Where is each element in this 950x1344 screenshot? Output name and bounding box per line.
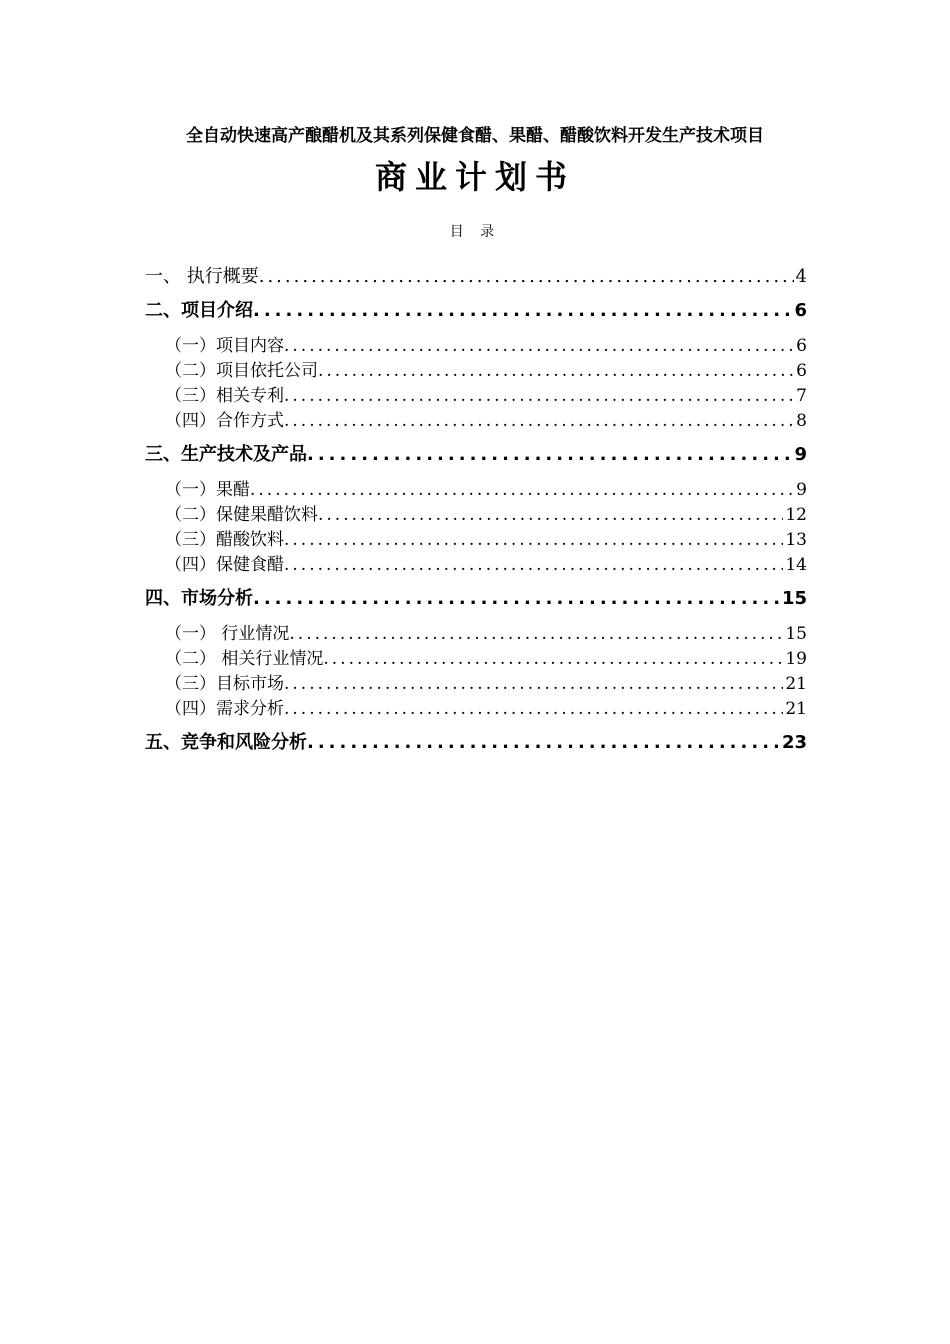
toc-entry-project-intro[interactable] (145, 298, 807, 324)
toc-page-number: 9 (796, 480, 807, 500)
toc-leader (253, 298, 792, 324)
toc-leader (318, 359, 794, 383)
toc-entry-label: 二、项目介绍 (145, 300, 253, 321)
toc-leader (307, 442, 792, 468)
toc-entry-related-industry[interactable] (145, 647, 807, 671)
toc-entry-label: （一）项目内容 (165, 336, 284, 356)
toc-leader (284, 697, 783, 721)
toc-page-number: 13 (785, 530, 807, 550)
toc-leader (284, 384, 794, 408)
toc-leader (253, 586, 780, 612)
toc-page-number: 19 (785, 649, 807, 669)
toc-leader (284, 672, 783, 696)
toc-leader (284, 553, 783, 577)
toc-leader (318, 503, 783, 527)
toc-entry-label: 一、 执行概要 (145, 266, 259, 287)
toc-page-number: 21 (785, 674, 807, 694)
document-subtitle: 全自动快速高产酿醋机及其系列保健食醋、果醋、醋酸饮料开发生产技术项目 (186, 126, 764, 146)
toc-entry-executive-summary[interactable] (145, 264, 807, 290)
toc-entry-health-fruit-vinegar-drink[interactable] (145, 503, 807, 527)
toc-leader (307, 730, 780, 756)
toc-page-number: 6 (796, 336, 807, 356)
toc-entry-label: （三）目标市场 (165, 674, 284, 694)
toc-entry-label: （三）相关专利 (165, 386, 284, 406)
toc-page-number: 12 (785, 505, 807, 525)
toc-entry-patents[interactable] (145, 384, 807, 408)
toc-leader (289, 622, 783, 646)
toc-leader (250, 478, 794, 502)
toc-entry-label: 三、生产技术及产品 (145, 444, 307, 465)
toc-page-number: 6 (794, 300, 807, 321)
toc-page-number: 8 (796, 411, 807, 431)
toc-page-number: 4 (795, 266, 807, 287)
toc-page-number: 14 (785, 555, 807, 575)
toc-entry-label: （二） 相关行业情况 (165, 649, 324, 669)
toc-entry-label: （一） 行业情况 (165, 624, 290, 644)
toc-entry-acetic-drink[interactable] (145, 528, 807, 552)
toc-leader (284, 528, 783, 552)
toc-entry-label: （二）保健果醋饮料 (165, 505, 318, 525)
toc-heading: 目 录 (449, 224, 501, 240)
toc-leader (323, 647, 783, 671)
toc-entry-market-analysis[interactable] (145, 586, 807, 612)
toc-entry-label: （二）项目依托公司 (165, 361, 318, 381)
toc-page-number: 15 (781, 588, 807, 609)
toc-entry-project-company[interactable] (145, 359, 807, 383)
toc-entry-project-content[interactable] (145, 334, 807, 358)
toc-entry-label: （四）保健食醋 (165, 555, 284, 575)
toc-entry-health-vinegar[interactable] (145, 553, 807, 577)
toc-page-number: 21 (785, 699, 807, 719)
toc-page-number: 23 (781, 732, 807, 753)
toc-entry-fruit-vinegar[interactable] (145, 478, 807, 502)
toc-entry-production[interactable] (145, 442, 807, 468)
toc-entry-demand[interactable] (145, 697, 807, 721)
toc-entry-label: （一）果醋 (165, 480, 250, 500)
toc-page-number: 6 (796, 361, 807, 381)
toc-entry-label: 四、市场分析 (145, 588, 253, 609)
toc-leader (284, 334, 794, 358)
toc-leader (259, 264, 794, 290)
toc-entry-label: （四）需求分析 (165, 699, 284, 719)
toc-page-number: 7 (796, 386, 807, 406)
toc-entry-label: 五、竞争和风险分析 (145, 732, 307, 753)
toc-leader (284, 409, 794, 433)
toc-entry-cooperation[interactable] (145, 409, 807, 433)
toc-page-number: 15 (785, 624, 807, 644)
toc-entry-competition-risk[interactable] (145, 730, 807, 756)
toc-page-number: 9 (794, 444, 807, 465)
document-title: 商业计划书 (374, 158, 575, 196)
toc-entry-target-market[interactable] (145, 672, 807, 696)
toc-entry-industry[interactable] (145, 622, 807, 646)
toc-entry-label: （四）合作方式 (165, 411, 284, 431)
toc-entry-label: （三）醋酸饮料 (165, 530, 284, 550)
